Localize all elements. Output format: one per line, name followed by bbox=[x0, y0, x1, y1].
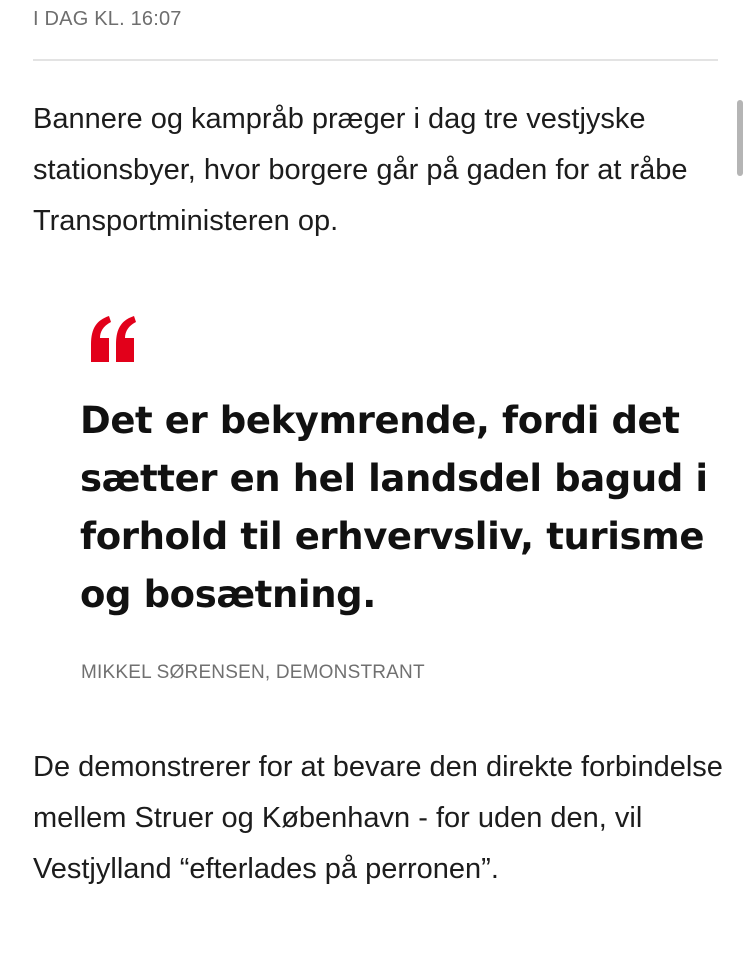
article-paragraph-lead: Bannere og kampråb præger i dag tre vestjyske stationsbyer, hvor borgere går på gaden for at råbe Transportministeren op. bbox=[33, 103, 688, 237]
quote-attribution: MIKKEL SØRENSEN, DEMONSTRANT bbox=[81, 662, 425, 683]
publish-timestamp: I DAG KL. 16:07 bbox=[33, 8, 182, 30]
header-divider bbox=[33, 59, 718, 61]
scrollbar-thumb[interactable] bbox=[737, 100, 743, 176]
article-paragraph: De demonstrerer for at bevare den direkte forbindelse mellem Struer og København - for uden den, vil Vestjylland “efterlades på perronen”. bbox=[33, 751, 723, 885]
quote-mark-icon bbox=[88, 316, 138, 362]
quote-text: Det er bekymrende, fordi det sætter en hel landsdel bagud i forhold til erhvervsliv, turisme og bosætning. bbox=[80, 399, 708, 616]
